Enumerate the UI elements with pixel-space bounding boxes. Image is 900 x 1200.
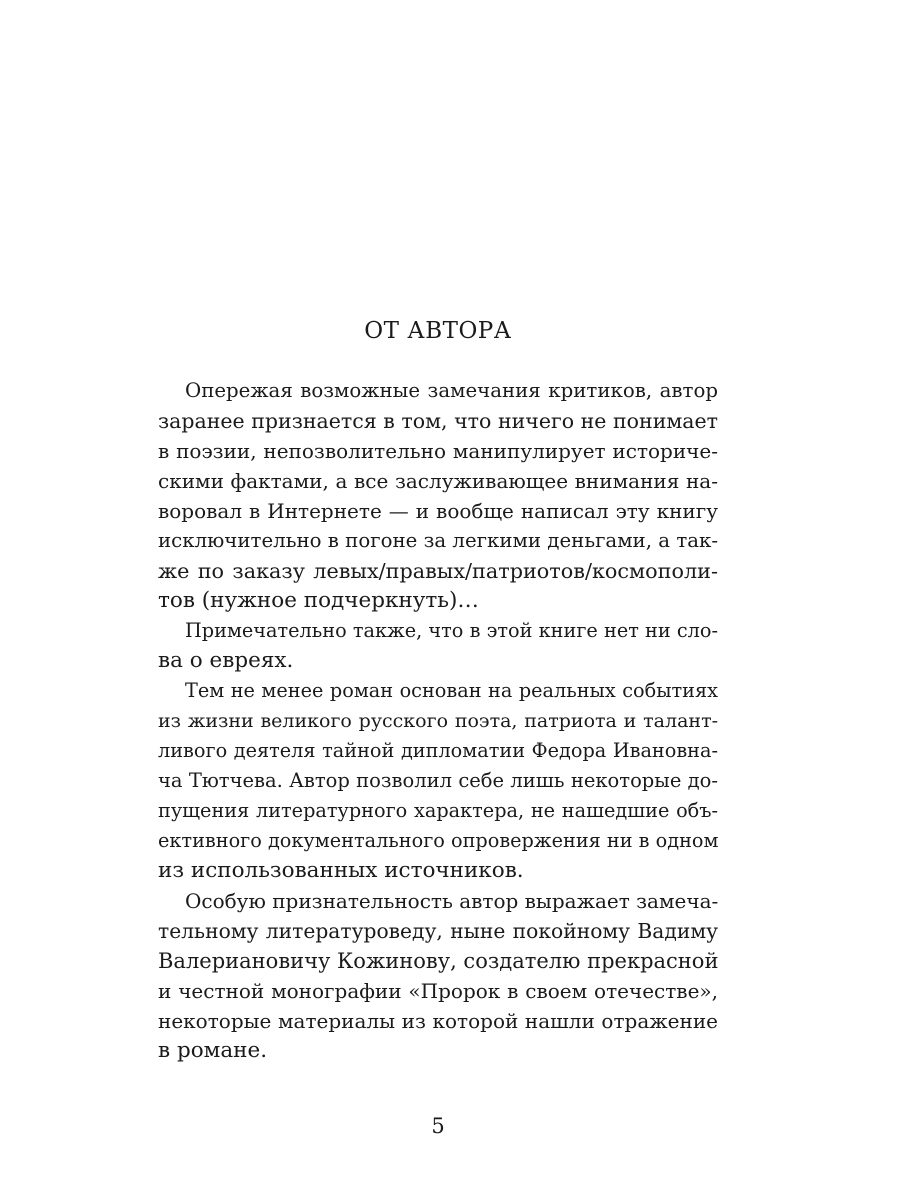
text-line: тельному литературоведу, ныне покойному Вадиму [158,919,718,943]
text-line: Валериановичу Кожинову, создателю прекрасной [158,949,719,973]
text-line: пущения литературного характера, не нашедшие объ- [158,799,718,822]
text-line: ча Тютчева. Автор позволил себе лишь некоторые до- [158,769,718,792]
body-text [158,376,718,1066]
text-line: некоторые материалы из которой нашли отражение [158,1009,718,1033]
text-line: Примечательно также, что в этой книге нет ни сло- [185,619,718,642]
text-line: заранее признается в том, что ничего не понимает [158,409,718,433]
text-line: же по заказу левых/правых/патриотов/космополи- [158,559,718,583]
page-number: 5 [431,1114,445,1138]
text-line: ективного документального опровержения ни в одном [158,829,719,852]
text-line: Опережая возможные замечания критиков, автор [185,379,718,402]
text-line: в поэзии, непозволительно манипулирует историче- [158,439,718,463]
text-line: исключительно в погоне за легкими деньгами, а так- [158,529,719,552]
text-line: Тем не менее роман основан на реальных событиях [185,679,718,702]
text-line: из жизни великого русского поэта, патриота и талант- [158,710,718,732]
text-line: воровал в Интернете — и вообще написал эту книгу [158,499,718,523]
text-line: ливого деятеля тайной дипломатии Федора Ивановна- [158,739,718,762]
text-line: в романе. [158,1038,268,1063]
text-line: ва о евреях. [158,648,294,673]
chapter-title: ОТ АВТОРА [364,318,512,344]
text-line: и честной монографии «Пророк в своем отечестве», [158,979,718,1003]
text-line: скими фактами, а все заслуживающее внимания на- [158,469,718,493]
text-line: из использованных источников. [158,858,524,883]
text-line: Особую признательность автор выражает замеча- [185,889,719,913]
text-line: тов (нужное подчеркнуть)… [158,588,479,613]
